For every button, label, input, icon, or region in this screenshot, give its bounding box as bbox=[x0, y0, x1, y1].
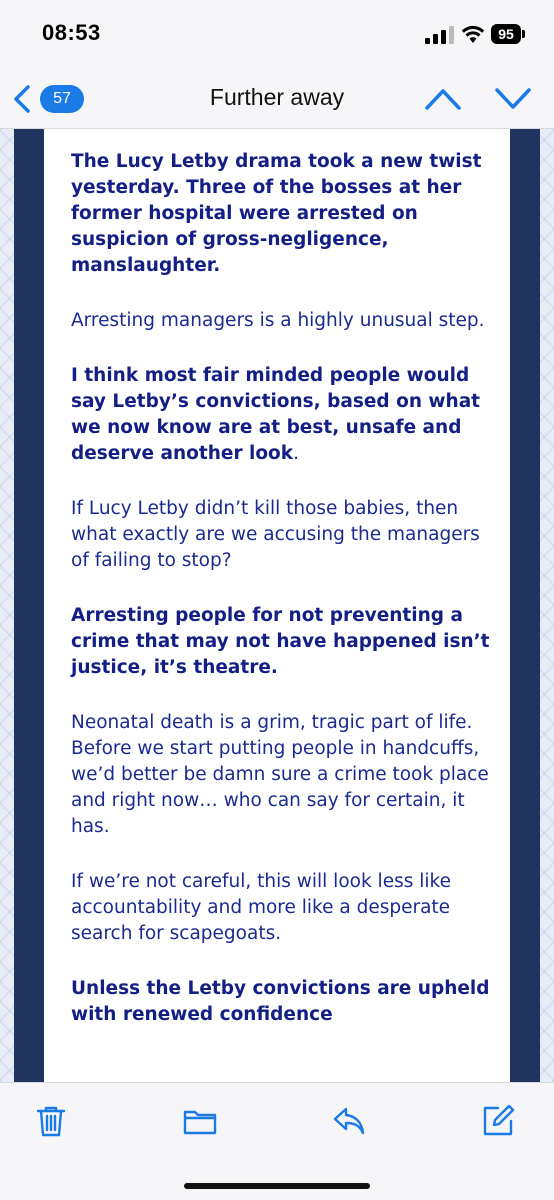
paragraph: Arresting managers is a highly unusual step. bbox=[71, 310, 485, 331]
email-column bbox=[44, 129, 510, 1082]
nav-title: Further away bbox=[209, 84, 345, 110]
nav-bar bbox=[0, 70, 554, 129]
paragraph-text: I think most fair minded people would say Letby’s convictions, based on what we now know are at best, unsafe and deserve another look bbox=[71, 365, 481, 464]
paragraph-tail: . bbox=[293, 443, 299, 464]
paragraph: If Lucy Letby didn’t kill those babies, then what exactly are we accusing the managers of failing to stop? bbox=[71, 498, 480, 571]
reply-icon[interactable] bbox=[331, 1103, 367, 1139]
email-content bbox=[71, 149, 491, 1057]
paragraph: Unless the Letby convictions are upheld with renewed confidence bbox=[71, 978, 490, 1025]
status-time: 08:53 bbox=[42, 20, 101, 45]
wifi-icon bbox=[461, 24, 485, 44]
paragraph: The Lucy Letby drama took a new twist yesterday. Three of the bosses at her former hospital were arrested on suspicion of gross-negligence, manslaughter. bbox=[71, 151, 482, 276]
trash-icon[interactable] bbox=[33, 1103, 69, 1139]
paragraph: If we’re not careful, this will look less like accountability and more like a desperate search for scapegoats. bbox=[71, 871, 451, 944]
battery-icon: 95 bbox=[491, 24, 521, 44]
chevron-down-icon[interactable] bbox=[494, 87, 532, 111]
chevron-left-icon[interactable] bbox=[12, 84, 32, 114]
left-border-band bbox=[14, 129, 44, 1082]
battery-tip bbox=[522, 30, 525, 38]
home-indicator[interactable] bbox=[184, 1183, 370, 1189]
email-body[interactable] bbox=[0, 129, 554, 1082]
status-bar bbox=[0, 0, 554, 70]
folder-icon[interactable] bbox=[182, 1103, 218, 1139]
compose-icon[interactable] bbox=[480, 1103, 516, 1139]
back-count-badge[interactable]: 57 bbox=[40, 85, 84, 113]
chevron-up-icon[interactable] bbox=[424, 87, 462, 111]
signal-icon bbox=[425, 26, 455, 44]
paragraph: Neonatal death is a grim, tragic part of life. Before we start putting people in handcuffs, we’d better be damn sure a crime took place and right now… who can say for certain, it has. bbox=[71, 712, 489, 837]
right-border-band bbox=[510, 129, 540, 1082]
paragraph: Arresting people for not preventing a crime that may not have happened isn’t justice, it’s theatre. bbox=[71, 605, 490, 678]
paragraph bbox=[71, 363, 491, 467]
